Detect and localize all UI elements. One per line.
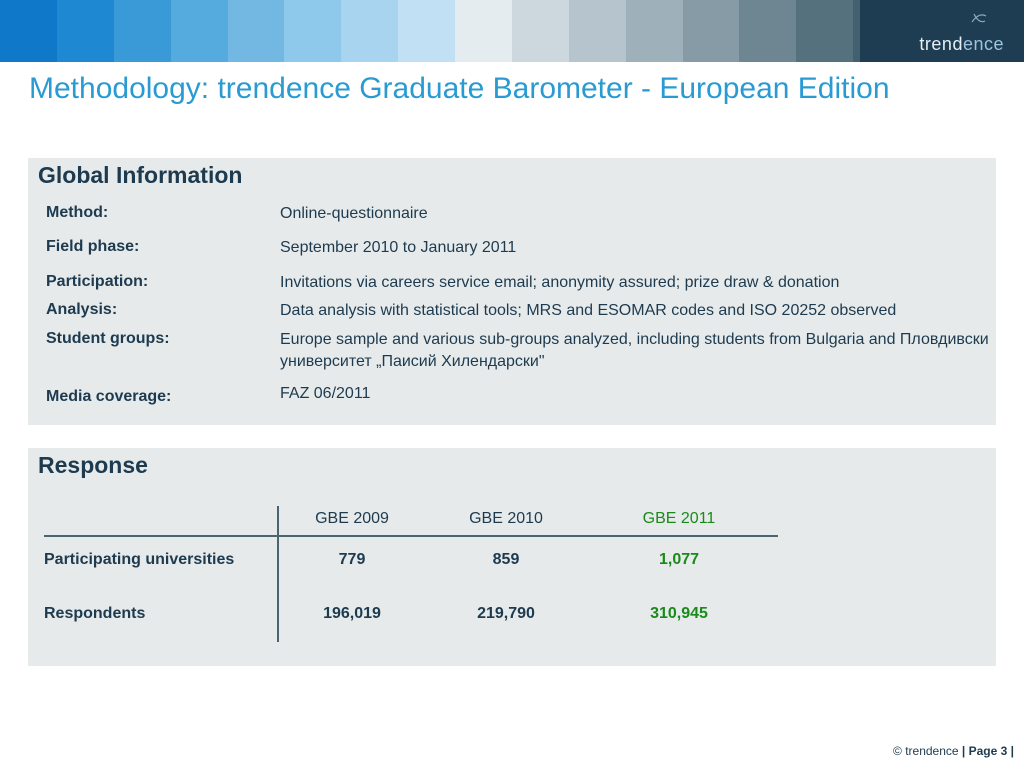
- band-segment: [284, 0, 341, 62]
- method-label: Method:: [46, 204, 109, 221]
- table-vertical-divider: [277, 506, 279, 642]
- logo-area: [860, 0, 1024, 62]
- cell-respondents-2011: 310,945: [650, 605, 708, 622]
- analysis-label: Analysis:: [46, 301, 118, 318]
- global-information-panel: [28, 158, 996, 425]
- footer: [893, 744, 1014, 758]
- response-heading: Response: [38, 452, 148, 478]
- cell-universities-2009: 779: [338, 551, 366, 568]
- field-phase-label: Field phase:: [46, 238, 140, 255]
- column-header-gbe-2009: GBE 2009: [315, 510, 389, 527]
- band-segment: [0, 0, 57, 62]
- footer-page-number: | Page 3 |: [961, 744, 1014, 758]
- cell-respondents-2010: 219,790: [477, 605, 535, 622]
- cell-universities-2010: 859: [492, 551, 520, 568]
- participation-value: Invitations via careers service email; anonymity assured; prize draw & donation: [280, 274, 840, 291]
- media-coverage-value: FAZ 06/2011: [280, 385, 371, 402]
- band-segment: [57, 0, 114, 62]
- band-segment: [341, 0, 398, 62]
- band-segment: [114, 0, 171, 62]
- band-segment: [455, 0, 512, 62]
- cell-respondents-2009: 196,019: [323, 605, 381, 622]
- response-panel: [28, 448, 996, 666]
- column-header-gbe-2010: GBE 2010: [469, 510, 543, 527]
- student-groups-value: Europe sample and various sub-groups analyzed, including students from Bulgaria and Пловдивски университет „Паисий Хилендарски": [280, 331, 989, 370]
- band-segment: [683, 0, 740, 62]
- logo-mark-icon: [970, 10, 988, 26]
- method-value: Online-questionnaire: [280, 205, 428, 222]
- column-header-gbe-2011: GBE 2011: [642, 510, 716, 527]
- row-label-respondents: Respondents: [44, 605, 146, 622]
- band-segment: [512, 0, 569, 62]
- cell-universities-2011: 1,077: [658, 551, 700, 568]
- band-segment: [569, 0, 626, 62]
- band-segment: [796, 0, 853, 62]
- student-groups-label: Student groups:: [46, 330, 170, 347]
- media-coverage-label: Media coverage:: [46, 388, 172, 405]
- trendence-logo: trendence: [919, 34, 1004, 54]
- table-header-divider: [44, 535, 778, 537]
- footer-copyright: © trendence: [893, 744, 962, 758]
- field-phase-value: September 2010 to January 2011: [280, 239, 517, 256]
- band-segment: [739, 0, 796, 62]
- page-title: Methodology: trendence Graduate Barometer - European Edition: [29, 72, 890, 105]
- global-information-heading: Global Information: [38, 162, 243, 188]
- band-segment: [626, 0, 683, 62]
- participation-label: Participation:: [46, 273, 149, 290]
- band-segment: [171, 0, 228, 62]
- band-segment: [398, 0, 455, 62]
- band-segment: [228, 0, 285, 62]
- analysis-value: Data analysis with statistical tools; MRS and ESOMAR codes and ISO 20252 observed: [280, 302, 897, 319]
- row-label-participating-universities: Participating universities: [44, 551, 235, 568]
